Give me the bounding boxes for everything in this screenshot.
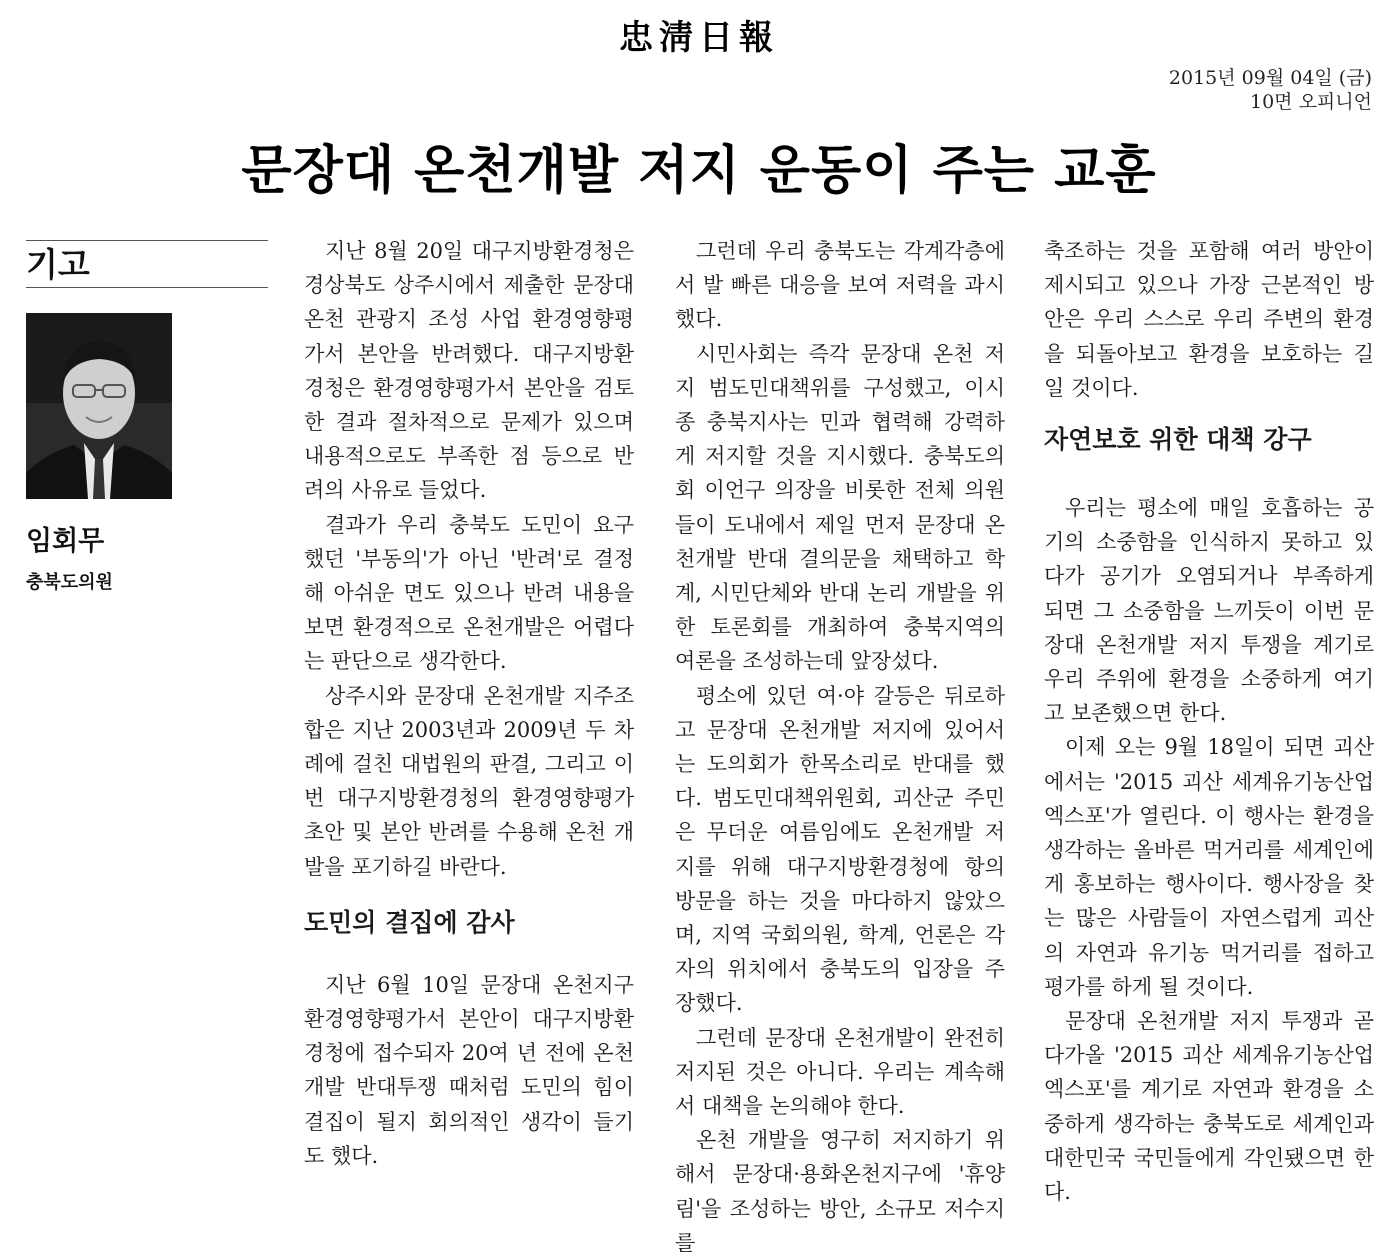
- article-paragraph: 결과가 우리 충북도 도민이 요구했던 '부동의'가 아닌 '반려'로 결정해 아쉬운 면도 있으나 반려 내용을 보면 환경적으로 온천개발은 어렵다는 판단으로 생각한다.: [304, 512, 634, 674]
- article-headline: 문장대 온천개발 저지 운동이 주는 교훈: [241, 141, 1157, 201]
- article-paragraph: 시민사회는 즉각 문장대 온천 저지 범도민대책위를 구성했고, 이시종 충북지사는 민과 협력해 강력하게 저지할 것을 지시했다. 충북도의회 이언구 의장을 비롯한 전체 의원들이 도내에서 제일 먼저 문장대 온천개발 반대 결의문을 채택하고 학계, 시민단체와 반대 논리 개발을 위한 토론회를 개최하여 충북지역의 여론을 조성하는데 앞장섰다.: [675, 341, 1005, 674]
- article-paragraph: 지난 8월 20일 대구지방환경청은 경상북도 상주시에서 제출한 문장대 온천 관광지 조성 사업 환경영향평가서 본안을 반려했다. 대구지방환경청은 환경영향평가서 본안을 검토한 결과 절차적으로 문제가 있으며 내용적으로도 부족한 점 등으로 반려의 사유로 들었다.: [304, 239, 634, 503]
- issue-date: 2015년 09월 04일 (금): [1168, 67, 1372, 89]
- subheading: 자연보호 위한 대책 강구: [1044, 425, 1312, 455]
- section-label: 기고: [26, 245, 90, 284]
- author-sidebar: [26, 240, 268, 594]
- dateline: [1169, 66, 1372, 114]
- author-photo: [26, 313, 172, 499]
- page-section: 10면 오피니언: [1250, 91, 1372, 113]
- article-paragraph: 이제 오는 9월 18일이 되면 괴산에서는 '2015 괴산 세계유기농산업엑스포'가 열린다. 이 행사는 환경을 생각하는 올바른 먹거리를 세계인에게 홍보하는 행사이다. 행사장을 찾는 많은 사람들이 자연스럽게 괴산의 자연과 유기농 먹거리를 접하고 평가를 하게 될 것이다.: [1044, 735, 1374, 999]
- article-paragraph: 우리는 평소에 매일 호흡하는 공기의 소중함을 인식하지 못하고 있다가 공기가 오염되거나 부족하게 되면 그 소중함을 느끼듯이 이번 문장대 온천개발 저지 투쟁을 계기로 우리 주위에 환경을 소중하게 여기고 보존했으면 한다.: [1044, 496, 1374, 726]
- article-paragraph: 상주시와 문장대 온천개발 지주조합은 지난 2003년과 2009년 두 차례에 걸친 대법원의 판결, 그리고 이번 대구지방환경청의 환경영향평가 초안 및 본안 반려를 수용해 온천 개발을 포기하길 바란다.: [304, 683, 634, 879]
- author-title: 충북도의원: [26, 572, 113, 593]
- subheading: 도민의 결집에 감사: [304, 907, 515, 937]
- article-column-1: [304, 234, 634, 1173]
- author-name: 임회무: [26, 526, 105, 557]
- article-paragraph: 그런데 우리 충북도는 각계각층에서 발 빠른 대응을 보여 저력을 과시했다.: [675, 239, 1005, 332]
- article-paragraph: 평소에 있던 여·야 갈등은 뒤로하고 문장대 온천개발 저지에 있어서는 도의회가 한목소리로 반대를 했다. 범도민대책위원회, 괴산군 주민은 무더운 여름임에도 온천개발 저지를 위해 대구지방환경청에 항의 방문을 하는 것을 마다하지 않았으며, 지역 국회의원, 학계, 언론은 각자의 위치에서 충북도의 입장을 주장했다.: [675, 683, 1005, 1016]
- article-paragraph: 온천 개발을 영구히 저지하기 위해서 문장대·용화온천지구에 '휴양림'을 조성하는 방안, 소규모 저수지를: [675, 1128, 1005, 1255]
- section-bottom-rule: [26, 287, 268, 288]
- author-portrait-icon: [26, 313, 172, 499]
- newspaper-masthead: 忠淸日報: [619, 18, 779, 58]
- article-column-2: [675, 234, 1005, 1260]
- article-paragraph: 그런데 문장대 온천개발이 완전히 저지된 것은 아니다. 우리는 계속해서 대책을 논의해야 한다.: [675, 1025, 1005, 1119]
- article-paragraph: 지난 6월 10일 문장대 온천지구 환경영향평가서 본안이 대구지방환경청에 접수되자 20여 년 전에 온천개발 반대투쟁 때처럼 도민의 힘이 결집이 될지 회의적인 생각이 들기도 했다.: [304, 972, 634, 1168]
- article-paragraph: 축조하는 것을 포함해 여러 방안이 제시되고 있으나 가장 근본적인 방안은 우리 스스로 우리 주변의 환경을 되돌아보고 환경을 보호하는 길일 것이다.: [1044, 239, 1374, 400]
- article-column-3: [1044, 234, 1374, 1209]
- article-paragraph: 문장대 온천개발 저지 투쟁과 곧 다가올 '2015 괴산 세계유기농산업엑스포'를 계기로 자연과 환경을 소중하게 생각하는 충북도로 세계인과 대한민국 국민들에게 각인됐으면 한다.: [1044, 1009, 1374, 1205]
